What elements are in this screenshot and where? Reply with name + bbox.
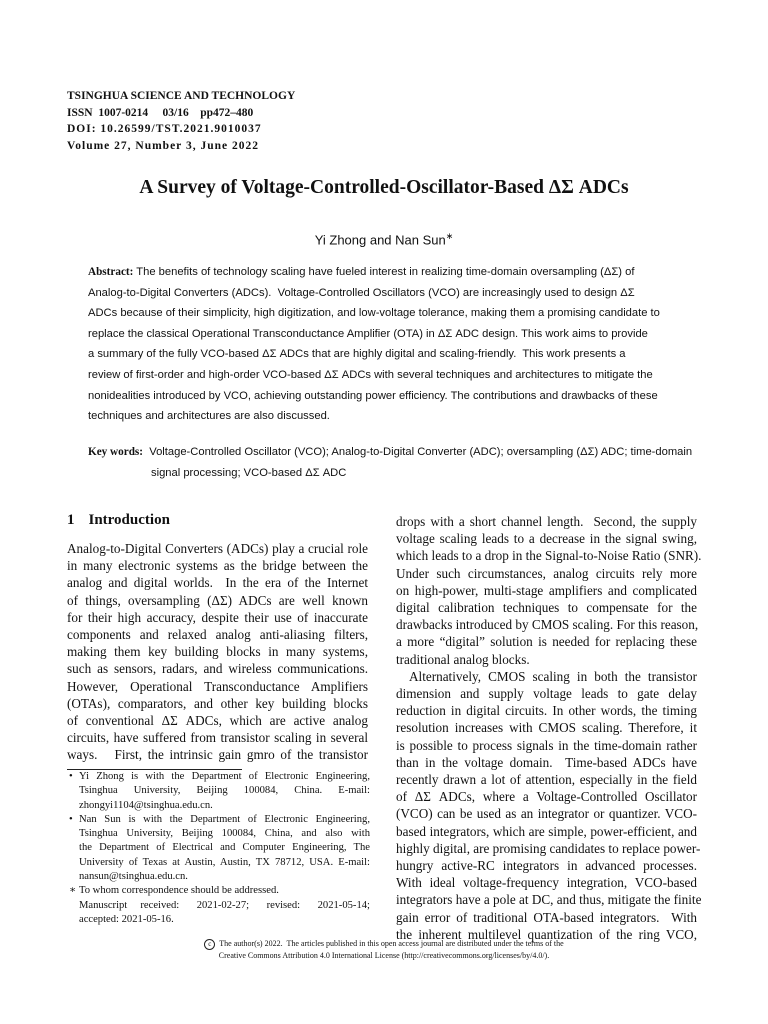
text-line: drops with a short channel length. Second, the supply bbox=[396, 514, 697, 529]
text-line: analog and digital worlds. In the era of the Internet bbox=[67, 575, 368, 591]
text-line: making them key building blocks in many systems, bbox=[67, 644, 368, 660]
text-line: resolution increases with CMOS scaling. Therefore, it bbox=[396, 720, 697, 736]
footnote-line: the Department of Electrical and Computer Engineering, The bbox=[79, 842, 370, 854]
footnotes bbox=[67, 770, 370, 927]
license-line-2: Creative Commons Attribution 4.0 International License (http://creativecommons.org/licenses/by/4.0/). bbox=[218, 950, 550, 960]
keywords-line-1 bbox=[88, 442, 693, 463]
text-line: reduction in digital circuits. In other words, the timing bbox=[396, 703, 697, 719]
keywords-label: Key words: bbox=[88, 446, 143, 458]
text-line: integrators have a pole at DC, and thus, mitigate the finite bbox=[396, 892, 702, 908]
text-line: of conventional ΔΣ ADCs, which are active analog bbox=[67, 713, 368, 729]
abstract-line-6: review of first-order and high-order VCO-based ΔΣ ADCs with several techniques and architectures to mitigate the bbox=[88, 368, 653, 381]
keywords-text: Voltage-Controlled Oscillator (VCO); Analog-to-Digital Converter (ADC); oversampling (ΔΣ) ADC; time-domain bbox=[149, 446, 693, 458]
footnote-author-1 bbox=[67, 770, 370, 813]
text-line: traditional analog blocks. bbox=[396, 651, 530, 667]
text-line: Analog-to-Digital Converters (ADCs) play a crucial role bbox=[67, 541, 368, 556]
right-column-text bbox=[396, 513, 702, 943]
text-line: based integrators, which are simple, power-efficient, and bbox=[396, 823, 697, 839]
section-number: 1 bbox=[67, 512, 75, 528]
license-line-1 bbox=[0, 938, 768, 950]
abstract bbox=[88, 262, 678, 427]
text-line: such as sensors, radars, and wireless communications. bbox=[67, 661, 368, 677]
text-line: is possible to process signals in the time-domain rather bbox=[396, 737, 697, 753]
doi-line: DOI: 10.26599/TST.2021.9010037 bbox=[67, 123, 262, 135]
text-line: ways. First, the intrinsic gain gmro of the transistor bbox=[67, 747, 368, 763]
abstract-text: The benefits of technology scaling have fueled interest in realizing time-domain oversampling (ΔΣ) of bbox=[136, 266, 635, 278]
corresponding-mark: ∗ bbox=[445, 231, 454, 241]
issn-line: ISSN 1007-0214 03/16 pp472–480 bbox=[67, 106, 254, 119]
abstract-line-5: a summary of the fully VCO-based ΔΣ ADCs that are highly digital and scaling-friendly. This work presents a bbox=[88, 348, 626, 361]
abstract-line-2: Analog-to-Digital Converters (ADCs). Voltage-Controlled Oscillators (VCO) are increasingly used to design ΔΣ bbox=[88, 286, 635, 299]
text-line: (VCO) can be used as an integrator or quantizer. VCO- bbox=[396, 806, 697, 822]
left-column-text bbox=[67, 540, 368, 764]
text-line: the inherent multilevel quantization of the ring VCO, bbox=[396, 926, 697, 942]
text-line: of ΔΣ ADCs, where a Voltage-Controlled Oscillator bbox=[396, 789, 697, 805]
footnote-line: Nan Sun is with the Department of Electronic Engineering, bbox=[79, 813, 370, 825]
footnote-line: Manuscript received: 2021-02-27; revised: 2021-05-14; bbox=[79, 899, 370, 911]
text-line: on high-power, multi-stage amplifiers and complicated bbox=[396, 582, 697, 598]
footnote-line: Yi Zhong is with the Department of Electronic Engineering, bbox=[79, 771, 370, 782]
text-line: for their high accuracy, despite their use of inaccurate bbox=[67, 609, 368, 625]
text-line: than in the voltage domain. Time-based ADCs have bbox=[396, 754, 697, 770]
footnote-bullet: • bbox=[69, 813, 73, 825]
section-title: Introduction bbox=[88, 512, 170, 528]
text-line: highly digital, are promising candidates to replace power- bbox=[396, 840, 701, 856]
keywords-line-2: signal processing; VCO-based ΔΣ ADC bbox=[151, 467, 347, 479]
footnote-line: nansun@tsinghua.edu.cn. bbox=[79, 871, 188, 883]
journal-name: TSINGHUA SCIENCE AND TECHNOLOGY bbox=[67, 90, 296, 102]
keywords bbox=[88, 442, 693, 484]
license-notice bbox=[0, 938, 768, 961]
authors bbox=[0, 231, 768, 247]
text-line: of things, oversampling (ΔΣ) ADCs are well known bbox=[67, 592, 368, 608]
copyright-icon: c bbox=[204, 939, 215, 950]
footnote-line: Tsinghua University, Beijing 100084, China. E-mail: bbox=[79, 785, 370, 797]
text-line: Alternatively, CMOS scaling in both the transistor bbox=[409, 668, 697, 684]
text-line: drawbacks introduced by CMOS scaling. For this reason, bbox=[396, 617, 699, 633]
text-line: With ideal voltage-frequency integration, VCO-based bbox=[396, 875, 697, 891]
footnote-line: accepted: 2021-05-16. bbox=[79, 913, 174, 925]
text-line: which leads to a drop in the Signal-to-Noise Ratio (SNR). bbox=[396, 548, 702, 564]
journal-header bbox=[67, 88, 295, 154]
footnote-bullet: • bbox=[69, 771, 73, 782]
abstract-line-7: nonidealities introduced by VCO, achieving outstanding power efficiency. The contributions and drawbacks of these bbox=[88, 389, 658, 402]
footnote-correspondence bbox=[67, 884, 370, 927]
footnote-line: Tsinghua University, Beijing 100084, China, and also with bbox=[79, 828, 370, 840]
footnote-line: University of Texas at Austin, Austin, TX 78712, USA. E-mail: bbox=[79, 856, 370, 868]
license-text-1: The author(s) 2022. The articles published in this open access journal are distributed under the terms of the bbox=[219, 939, 564, 948]
text-line: components and relaxed analog anti-aliasing filters, bbox=[67, 627, 368, 643]
text-line: digital calibration techniques to compensate for the bbox=[396, 600, 697, 616]
text-line: a more “digital” solution is needed for replacing these bbox=[396, 634, 697, 650]
text-line: recently drawn a lot of attention, especially in the field bbox=[396, 772, 697, 788]
abstract-label: Abstract: bbox=[88, 266, 134, 278]
text-line: dimension and supply voltage leads to gate delay bbox=[396, 686, 697, 702]
author-names: Yi Zhong and Nan Sun bbox=[314, 232, 446, 248]
footnote-asterisk: ∗ bbox=[69, 885, 77, 897]
section-heading bbox=[67, 512, 170, 529]
abstract-line-8: techniques and architectures are also discussed. bbox=[88, 410, 330, 423]
footnote-author-2 bbox=[67, 813, 370, 884]
text-line: However, Operational Transconductance Amplifiers bbox=[67, 678, 368, 694]
text-line: (OTAs), comparators, and other key building blocks bbox=[67, 695, 368, 711]
abstract-line-4: replace the classical Operational Transconductance Amplifier (OTA) in ΔΣ ADC design. This work aims to provide bbox=[88, 327, 648, 340]
footnote-line: zhongyi1104@tsinghua.edu.cn. bbox=[79, 799, 213, 811]
abstract-line-1 bbox=[88, 262, 678, 283]
text-line: circuits, have suffered from transistor scaling in several bbox=[67, 730, 368, 746]
text-line: hungry active-RC integrators in advanced processes. bbox=[396, 858, 697, 874]
paper-title: A Survey of Voltage-Controlled-Oscillator-Based ΔΣ ADCs bbox=[139, 177, 629, 198]
footnote-line: To whom correspondence should be addressed. bbox=[79, 885, 279, 897]
volume-line: Volume 27, Number 3, June 2022 bbox=[67, 139, 259, 152]
text-line: Under such circumstances, analog circuits rely more bbox=[396, 565, 697, 581]
text-line: voltage scaling leads to a decrease in the signal swing, bbox=[396, 531, 697, 547]
text-line: gain error of traditional OTA-based integrators. With bbox=[396, 909, 697, 925]
text-line: in many electronic systems as the bridge between the bbox=[67, 558, 368, 574]
abstract-line-3: ADCs because of their simplicity, high digitization, and low-voltage tolerance, making them a promising candidate to bbox=[88, 307, 660, 320]
